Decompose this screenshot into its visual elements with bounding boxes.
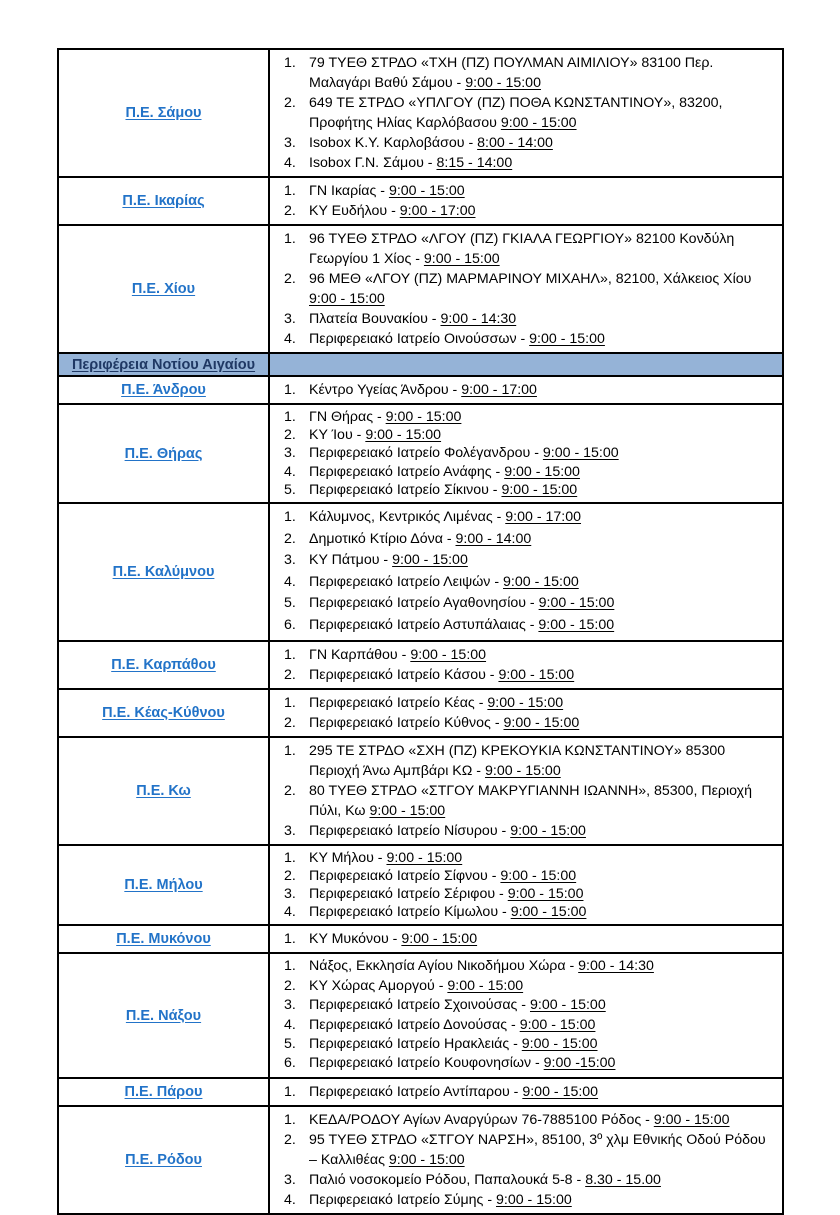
location-item (284, 593, 776, 615)
item-hours: 9:00 - 15:00 (503, 714, 580, 731)
section-header-row (59, 352, 782, 375)
item-hours: 9:00 - 15:00 (504, 463, 580, 480)
item-hours: 9:00 - 15:00 (498, 666, 575, 683)
item-text: 79 ΤΥΕΘ ΣΤΡΔΟ «ΤΧΗ (ΠΖ) ΠΟΥΛΜΑΝ ΑΙΜΙΛΙΟΥ» 83100 Περ. Μαλαγάρι Βαθύ Σάμου - (309, 55, 714, 91)
item-text: Περιφερειακό Ιατρείο Σέριφου - (309, 885, 508, 902)
location-item (284, 201, 776, 221)
item-hours: 9:00 - 15:00 (388, 183, 465, 199)
item-text: Περιφερειακό Ιατρείο Αστυπάλαιας - (309, 616, 539, 633)
item-body (309, 201, 776, 221)
location-item (284, 309, 776, 329)
item-number: 1. (284, 55, 296, 71)
item-body (309, 1170, 776, 1190)
item-hours: 9:00 - 15:00 (487, 694, 564, 711)
region-name-cell (59, 954, 268, 1076)
item-body (309, 93, 776, 133)
item-body (309, 153, 776, 173)
item-hours: 9:00 - 15:00 (510, 822, 586, 839)
item-number: 3. (284, 885, 296, 902)
region-name-cell (59, 405, 268, 502)
location-item (284, 329, 776, 349)
item-text: ΓΝ Καρπάθου - (309, 646, 411, 663)
item-number: 3. (284, 1171, 296, 1188)
location-item (284, 929, 776, 949)
location-item (284, 229, 776, 269)
location-item (284, 885, 776, 903)
item-number: 1. (284, 382, 296, 398)
item-body (309, 1082, 776, 1102)
item-hours: 9:00 - 15:00 (385, 409, 462, 425)
item-number: 2. (284, 1131, 296, 1148)
item-number: 1. (284, 183, 296, 199)
item-body (309, 481, 776, 499)
item-number: 2. (284, 714, 296, 731)
region-link[interactable]: Π.Ε. Καρπάθου (111, 656, 216, 673)
item-body (309, 593, 776, 615)
item-text: ΚΥ Ευδήλου - (309, 203, 400, 219)
location-item (284, 444, 776, 462)
location-item (284, 269, 776, 309)
item-hours: 9:00 - 15:00 (529, 997, 606, 1014)
location-item (284, 481, 776, 499)
item-text: Isobox Κ.Υ. Καρλοβάσου - (309, 135, 478, 151)
item-number: 4. (284, 463, 296, 480)
item-body (309, 1016, 776, 1035)
region-name-cell (59, 642, 268, 688)
item-hours: 9:00 - 15:00 (519, 1016, 596, 1033)
region-row (59, 502, 782, 640)
item-text: 80 ΤΥΕΘ ΣΤΡΔΟ «ΣΤΓΟΥ ΜΑΚΡΥΓΙΑΝΝΗ ΙΩΑΝΝΗ», 85300, Περιοχή Πύλι, Κω (309, 782, 752, 819)
item-number: 2. (284, 271, 296, 287)
locations-cell (268, 1079, 782, 1105)
item-number: 5. (284, 1036, 296, 1053)
region-row (59, 688, 782, 736)
location-item (284, 867, 776, 885)
location-item (284, 615, 776, 637)
region-name-cell (59, 504, 268, 640)
item-text: Περιφερειακό Ιατρείο Οινούσσων - (309, 331, 530, 347)
item-text: ΚΥ Πάτμου - (309, 552, 393, 569)
item-hours: 9:00 - 15:00 (386, 849, 463, 866)
item-number: 6. (284, 616, 296, 633)
item-text: Κάλυμνος, Κεντρικός Λιμένας - (309, 509, 506, 526)
region-name-cell (59, 738, 268, 844)
location-item (284, 741, 776, 781)
region-link[interactable]: Π.Ε. Ρόδου (125, 1151, 202, 1168)
location-item (284, 408, 776, 426)
locations-cell (268, 738, 782, 844)
location-item (284, 507, 776, 529)
item-body (309, 408, 776, 426)
item-text: ΓΝ Θήρας - (309, 409, 386, 425)
location-item (284, 713, 776, 733)
region-link[interactable]: Π.Ε. Θήρας (124, 445, 203, 462)
item-hours: 9:00 - 14:30 (578, 958, 654, 975)
item-hours: 9:00 - 15:00 (496, 1191, 572, 1208)
item-hours: 9:00 - 15:00 (538, 616, 615, 633)
item-text: Περιφερειακό Ιατρείο Φολέγανδρου - (309, 445, 543, 462)
item-number: 1. (284, 742, 296, 759)
item-body (309, 996, 776, 1015)
region-link[interactable]: Π.Ε. Πάρου (124, 1083, 203, 1100)
item-number: 6. (284, 1055, 296, 1072)
locations-cell (268, 642, 782, 688)
item-text: Περιφερειακό Ιατρείο Κάσου - (309, 666, 499, 683)
location-item (284, 1054, 776, 1073)
location-item (284, 426, 776, 444)
item-number: 1. (284, 958, 296, 975)
region-row (59, 736, 782, 844)
item-text: ΚΥ Ίου - (309, 427, 366, 444)
locations-cell (268, 50, 782, 176)
item-body (309, 550, 776, 572)
item-text: Περιφερειακό Ιατρείο Νίσυρου - (309, 822, 511, 839)
region-link[interactable]: Π.Ε. Ικαρίας (122, 193, 205, 209)
item-number: 4. (284, 1016, 296, 1033)
item-text: 295 ΤΕ ΣΤΡΔΟ «ΣΧΗ (ΠΖ) ΚΡΕΚΟΥΚΙΑ ΚΩΝΣΤΑΝΤΙΝΟΥ» 85300 Περιοχή Άνω Αμπβάρι ΚΩ - (309, 742, 726, 779)
region-link[interactable]: Π.Ε. Σάμου (125, 105, 202, 121)
item-number: 4. (284, 331, 296, 347)
item-number: 1. (284, 931, 296, 948)
item-number: 3. (284, 822, 296, 839)
item-body (309, 849, 776, 867)
item-number: 2. (284, 95, 296, 111)
item-text: ΓΝ Ικαρίας - (309, 183, 389, 199)
item-body (309, 903, 776, 921)
location-item (284, 1035, 776, 1054)
item-body (309, 821, 776, 841)
item-text: Περιφερειακό Ιατρείο Κουφονησίων - (309, 1055, 544, 1072)
item-text: Περιφερειακό Ιατρείο Κύθνος - (309, 714, 504, 731)
item-number: 1. (284, 1083, 296, 1100)
item-hours: 8:15 - 14:00 (436, 155, 513, 171)
item-number: 5. (284, 481, 296, 498)
item-text: 96 ΤΥΕΘ ΣΤΡΔΟ «ΛΓΟΥ (ΠΖ) ΓΚΙΑΛΑ ΓΕΩΡΓΙΟΥ» 82100 Κονδύλη Γεωργίου 1 Χίος - (309, 231, 735, 267)
item-hours: 9:00 - 14:30 (440, 311, 517, 327)
locations-cell (268, 178, 782, 224)
item-body (309, 133, 776, 153)
item-number: 2. (284, 427, 296, 444)
section-header-empty-cell (268, 354, 782, 375)
location-item (284, 996, 776, 1015)
locations-cell (268, 377, 782, 403)
location-item (284, 93, 776, 133)
item-text: Περιφερειακό Ιατρείο Σχοινούσας - (309, 997, 530, 1014)
item-text: 95 ΤΥΕΘ ΣΤΡΔΟ «ΣΤΓΟΥ ΝΑΡΣΗ», 85100, 3º χλμ Εθνικής Οδού Ρόδου – Καλλιθέας (309, 1131, 766, 1168)
item-hours: 9:00 - 17:00 (505, 509, 582, 526)
item-hours: 9:00 - 17:00 (399, 203, 476, 219)
location-item (284, 1130, 776, 1170)
location-item (284, 1016, 776, 1035)
item-hours: 9:00 - 15:00 (465, 75, 541, 91)
location-item (284, 957, 776, 976)
locations-cell (268, 504, 782, 640)
location-item (284, 1082, 776, 1102)
item-number: 2. (284, 977, 296, 994)
locations-cell (268, 690, 782, 736)
item-hours: 9:00 - 15:00 (423, 251, 500, 267)
item-text: 96 ΜΕΘ «ΛΓΟΥ (ΠΖ) ΜΑΡΜΑΡΙΝΟΥ ΜΙΧΑΗΛ», 82100, Χάλκειος Χίου (309, 271, 752, 287)
item-text: Δημοτικό Κτίριο Δόνα - (309, 530, 456, 547)
location-item (284, 977, 776, 996)
item-number: 2. (284, 203, 296, 219)
item-text: Περιφερειακό Ιατρείο Αγαθονησίου - (309, 595, 539, 612)
item-number: 2. (284, 530, 296, 547)
region-link[interactable]: Π.Ε. Κω (136, 782, 191, 799)
item-number: 3. (284, 445, 296, 462)
location-item (284, 550, 776, 572)
item-number: 2. (284, 867, 296, 884)
location-item (284, 665, 776, 685)
item-number: 1. (284, 1111, 296, 1128)
item-hours: 9:00 - 15:00 (510, 904, 587, 921)
item-number: 1. (284, 849, 296, 866)
location-item (284, 645, 776, 665)
item-body (309, 615, 776, 637)
item-hours: 9:00 - 15:00 (521, 1036, 598, 1053)
region-row (59, 224, 782, 352)
item-number: 2. (284, 782, 296, 799)
region-name-cell (59, 226, 268, 352)
item-body (309, 665, 776, 685)
location-item (284, 849, 776, 867)
item-number: 3. (284, 135, 296, 151)
region-name-cell (59, 690, 268, 736)
item-hours: 9:00 - 15:00 (501, 481, 578, 498)
item-number: 4. (284, 155, 296, 171)
item-hours: 9:00 - 15:00 (392, 552, 468, 569)
item-body (309, 645, 776, 665)
item-number: 5. (284, 595, 296, 612)
region-row (59, 952, 782, 1076)
item-text: Παλιό νοσοκομείο Ρόδου, Παπαλουκά 5-8 - (309, 1171, 586, 1188)
item-body (309, 507, 776, 529)
item-hours: 9:00 - 15:00 (410, 646, 487, 663)
region-name-cell (59, 377, 268, 403)
location-item (284, 1190, 776, 1210)
item-body (309, 53, 776, 93)
region-link[interactable]: Π.Ε. Χίου (131, 281, 196, 297)
item-body (309, 329, 776, 349)
item-number: 1. (284, 646, 296, 663)
region-row (59, 375, 782, 403)
item-number: 4. (284, 573, 296, 590)
location-item (284, 693, 776, 713)
item-body (309, 693, 776, 713)
location-item (284, 781, 776, 821)
item-body (309, 269, 776, 309)
item-body (309, 463, 776, 481)
location-item (284, 380, 776, 400)
item-body (309, 1110, 776, 1130)
item-number: 1. (284, 694, 296, 711)
region-link[interactable]: Π.Ε. Κέας-Κύθνου (102, 704, 225, 721)
item-text: Περιφερειακό Ιατρείο Ανάφης - (309, 463, 505, 480)
item-number: 2. (284, 666, 296, 683)
item-number: 1. (284, 231, 296, 247)
item-hours: 9:00 - 15:00 (447, 977, 524, 994)
location-item (284, 572, 776, 594)
item-body (309, 741, 776, 781)
location-item (284, 903, 776, 921)
item-hours: 9:00 - 15:00 (507, 885, 584, 902)
location-item (284, 181, 776, 201)
item-number: 1. (284, 409, 296, 425)
item-number: 3. (284, 311, 296, 327)
item-hours: 9:00 - 15:00 (529, 331, 605, 347)
region-name-cell (59, 1079, 268, 1105)
item-number: 3. (284, 997, 296, 1014)
item-number: 3. (284, 552, 296, 569)
item-body (309, 380, 776, 400)
item-hours: 9:00 - 15:00 (500, 867, 577, 884)
item-hours: 9:00 - 15:00 (365, 427, 442, 444)
item-hours: 9:00 - 15:00 (309, 291, 385, 307)
item-hours: 9:00 - 15:00 (503, 573, 579, 590)
region-link[interactable]: Π.Ε. Μήλου (124, 876, 203, 893)
item-body (309, 181, 776, 201)
item-hours: 9:00 - 15:00 (538, 595, 615, 612)
region-name-cell (59, 846, 268, 925)
item-text: Περιφερειακό Ιατρείο Δονούσας - (309, 1016, 520, 1033)
item-body (309, 426, 776, 444)
region-row (59, 403, 782, 502)
locations-cell (268, 954, 782, 1076)
region-row (59, 1105, 782, 1213)
item-hours: 9:00 - 15:00 (653, 1111, 730, 1128)
item-body (309, 1190, 776, 1210)
locations-cell (268, 405, 782, 502)
item-body (309, 572, 776, 594)
region-link[interactable]: Π.Ε. Μυκόνου (116, 931, 211, 948)
item-body (309, 229, 776, 269)
region-row (59, 176, 782, 224)
item-text: Κέντρο Υγείας Άνδρου - (309, 382, 462, 398)
location-item (284, 1170, 776, 1190)
locations-cell (268, 226, 782, 352)
item-text: Isobox Γ.Ν. Σάμου - (309, 155, 437, 171)
location-item (284, 53, 776, 93)
region-row (59, 1077, 782, 1105)
item-hours: 8:00 - 14:00 (477, 135, 553, 151)
item-body (309, 1054, 776, 1073)
item-body (309, 885, 776, 903)
location-item (284, 529, 776, 551)
item-hours: 9:00 - 15:00 (388, 1151, 465, 1168)
item-text: ΚΕΔΑ/ΡΟΔΟΥ Αγίων Αναργύρων 76-7885100 Ρόδος - (309, 1111, 654, 1128)
region-link[interactable]: Π.Ε. Άνδρου (121, 382, 206, 398)
item-text: Περιφερειακό Ιατρείο Σύμης - (309, 1191, 496, 1208)
item-text: Περιφερειακό Ιατρείο Ηρακλειάς - (309, 1036, 522, 1053)
region-row (59, 924, 782, 952)
item-number: 4. (284, 1191, 296, 1208)
item-number: 4. (284, 904, 296, 921)
item-text: ΚΥ Μυκόνου - (309, 931, 402, 948)
item-body (309, 867, 776, 885)
item-body (309, 309, 776, 329)
location-item (284, 463, 776, 481)
region-row (59, 50, 782, 176)
regions-table (57, 48, 784, 1215)
item-hours: 9:00 - 14:00 (455, 530, 532, 547)
region-link[interactable]: Π.Ε. Νάξου (125, 1007, 202, 1024)
section-header-cell (59, 354, 268, 375)
location-item (284, 153, 776, 173)
location-item (284, 133, 776, 153)
section-header-label: Περιφέρεια Νοτίου Αιγαίου (71, 356, 256, 373)
item-text: ΚΥ Χώρας Αμοργού - (309, 977, 448, 994)
item-body (309, 444, 776, 462)
item-body (309, 1035, 776, 1054)
item-hours: 8.30 - 15.00 (585, 1171, 661, 1188)
item-hours: 9:00 - 15:00 (522, 1083, 599, 1100)
region-name-cell (59, 178, 268, 224)
item-text: Περιφερειακό Ιατρείο Αντίπαρου - (309, 1083, 523, 1100)
item-text: Νάξος, Εκκλησία Αγίου Νικοδήμου Χώρα - (309, 958, 579, 975)
item-text: Περιφερειακό Ιατρείο Κίμωλου - (309, 904, 511, 921)
region-row (59, 640, 782, 688)
item-text: ΚΥ Μήλου - (309, 849, 387, 866)
region-name-cell (59, 1107, 268, 1213)
location-item (284, 821, 776, 841)
item-body (309, 977, 776, 996)
item-body (309, 529, 776, 551)
item-text: Περιφερειακό Ιατρείο Κέας - (309, 694, 488, 711)
locations-cell (268, 926, 782, 952)
item-text: Περιφερειακό Ιατρείο Σίκινου - (309, 481, 502, 498)
locations-cell (268, 1107, 782, 1213)
locations-cell (268, 846, 782, 925)
item-body (309, 781, 776, 821)
region-row (59, 844, 782, 925)
region-name-cell (59, 50, 268, 176)
item-text: Πλατεία Βουνακίου - (309, 311, 441, 327)
item-hours: 9:00 - 17:00 (461, 382, 537, 398)
location-item (284, 1110, 776, 1130)
item-body (309, 1130, 776, 1170)
item-text: Περιφερειακό Ιατρείο Λειψών - (309, 573, 504, 590)
region-name-cell (59, 926, 268, 952)
item-hours: 9:00 - 15:00 (484, 762, 561, 779)
item-hours: 9:00 - 15:00 (369, 802, 446, 819)
item-text: Περιφερειακό Ιατρείο Σίφνου - (309, 867, 501, 884)
item-hours: 9:00 - 15:00 (542, 445, 619, 462)
item-text: 649 ΤΕ ΣΤΡΔΟ «ΥΠΛΓΟΥ (ΠΖ) ΠΟΘΑ ΚΩΝΣΤΑΝΤΙΝΟΥ», 83200, Προφήτης Ηλίας Καρλόβασου (309, 95, 723, 131)
item-body (309, 957, 776, 976)
item-hours: 9:00 - 15:00 (500, 115, 577, 131)
item-number: 1. (284, 509, 296, 526)
item-hours: 9:00 -15:00 (543, 1055, 616, 1072)
region-link[interactable]: Π.Ε. Καλύμνου (112, 563, 215, 580)
item-body (309, 929, 776, 949)
item-body (309, 713, 776, 733)
item-hours: 9:00 - 15:00 (401, 931, 478, 948)
